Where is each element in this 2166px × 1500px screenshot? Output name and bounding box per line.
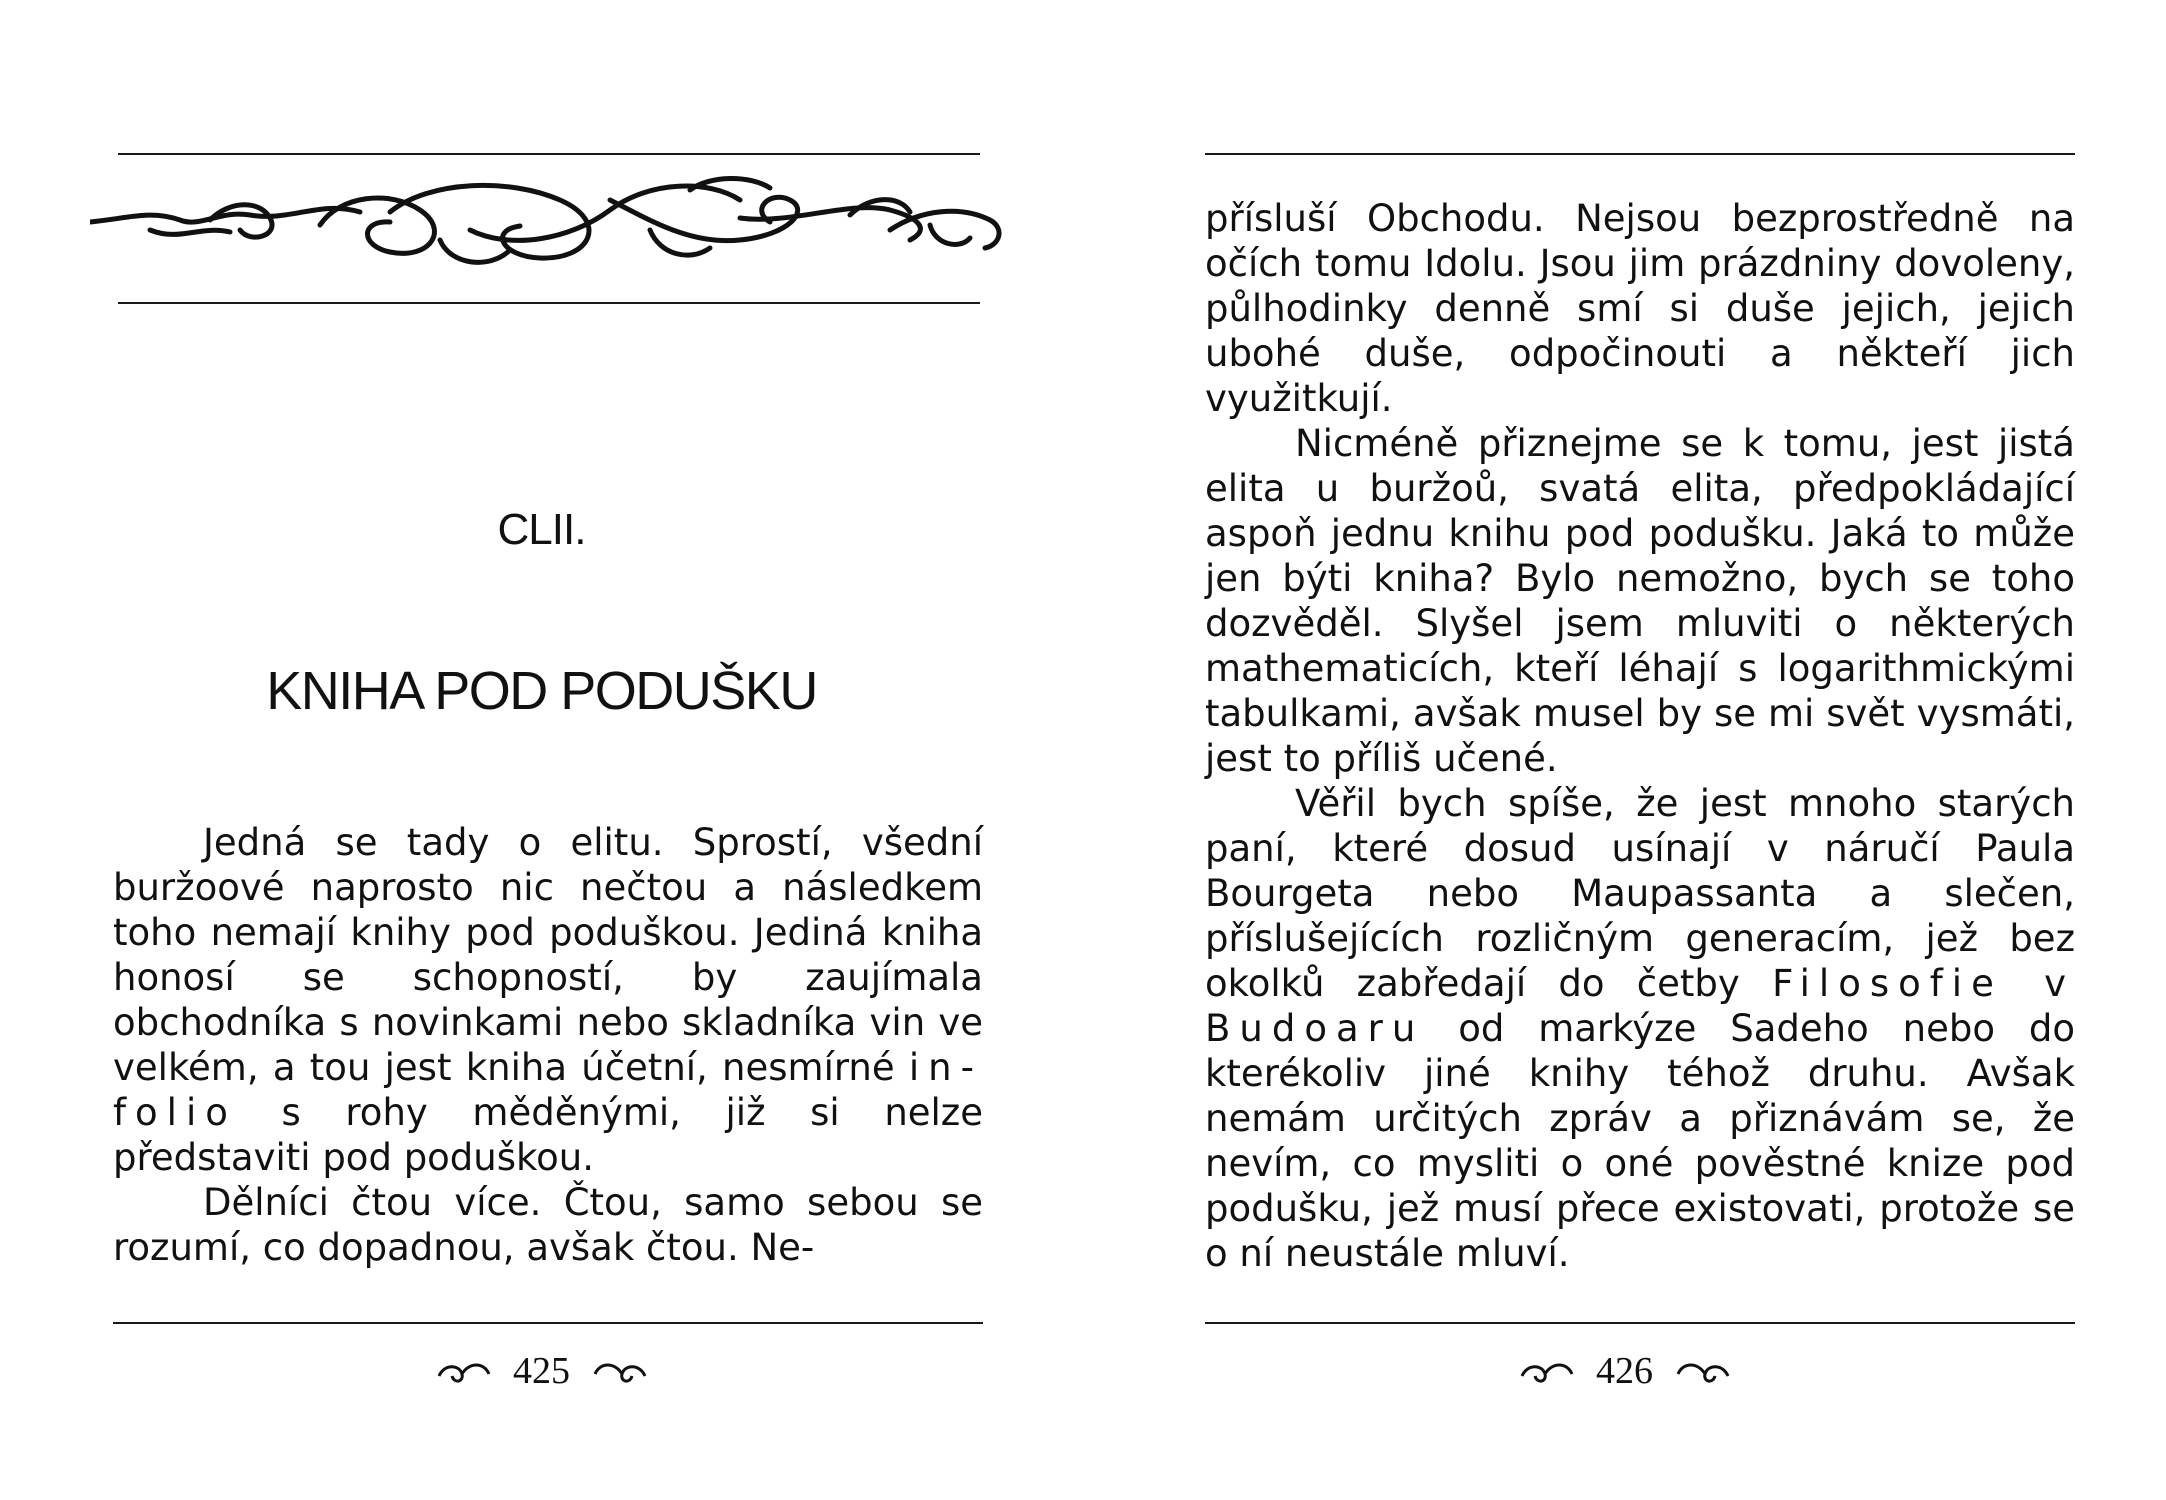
swirl-left-icon — [1517, 1356, 1577, 1386]
left-page-body — [113, 820, 983, 1270]
chapter-title: KNIHA POD PODUŠKU — [266, 661, 817, 721]
paragraph — [1205, 421, 2075, 781]
paragraph — [113, 820, 983, 1180]
bottom-rule — [1205, 1322, 2075, 1324]
ornament-bottom-rule — [118, 302, 980, 304]
bottom-rule — [113, 1322, 983, 1324]
page-number: 425 — [513, 1350, 570, 1393]
text-run: Dělníci čtou více. Čtou, samo sebou se rozumí, co dopadnou, avšak čtou. Ne- — [113, 1181, 983, 1269]
text-run: od markýze Sadeho nebo do kterékoliv jiné knihy téhož druhu. Avšak nemám určitých zpráv a přiznávám se, že nevím, co mysliti o oné pověstné knize pod podušku, jež musí přece existovati, protože se o ní neustále mluví. — [1205, 1007, 2075, 1275]
text-run: Věřil bych spíše, že jest mnoho starých paní, které dosud usínají v náručí Paula Bourgeta nebo Maupassanta a slečen, příslušejících rozličným generacím, jež bez okolků zabředají do četby — [1205, 782, 2075, 1005]
text-run: s rohy měděnými, již si nelze představiti pod poduškou. — [113, 1091, 983, 1179]
spaced-text-run: in-folio — [113, 1046, 983, 1134]
paragraph — [1205, 781, 2075, 1276]
swirl-right-icon — [1673, 1356, 1733, 1386]
top-rule — [1205, 153, 2075, 155]
floral-vine-ornament-icon — [90, 170, 1010, 280]
text-run: Nicméně přiznejme se k tomu, jest jistá elita u buržoů, svatá elita, předpokládající aspoň jednu knihu pod podušku. Jaká to může jen býti kniha? Bylo nemožno, bych se toho dozvěděl. Slyšel jsem mluviti o některých mathematicích, kteří léhají s logarithmickými tabulkami, avšak musel by se mi svět vysmáti, jest to příliš učené. — [1205, 422, 2075, 780]
text-run: Jedná se tady o elitu. Sprostí, všední buržoové naprosto nic nečtou a následkem toho nemají knihy pod poduškou. Jediná kniha honosí se schopností, by zaujímala obchodníka s novinkami nebo skladníka vin ve velkém, a tou jest kniha účetní, nesmírné — [113, 821, 983, 1089]
page-number-footer — [1083, 1346, 2166, 1393]
page-number-footer — [0, 1346, 1083, 1393]
right-page — [1083, 0, 2166, 1500]
paragraph — [113, 1180, 983, 1270]
swirl-left-icon — [434, 1356, 494, 1386]
chapter-number: CLII. — [497, 505, 586, 554]
spaced-text-run: Filosofie v Budoaru — [1205, 962, 2075, 1050]
top-rule — [118, 153, 980, 155]
text-run: přísluší Obchodu. Nejsou bezprostředně na očích tomu Idolu. Jsou jim prázdniny dovoleny, půlhodinky denně smí si duše jejich, jejich ubohé duše, odpočinouti a někteří jich využitkují. — [1205, 197, 2075, 420]
page-number: 426 — [1596, 1350, 1653, 1393]
swirl-right-icon — [590, 1356, 650, 1386]
paragraph — [1205, 196, 2075, 421]
right-page-body — [1205, 196, 2075, 1276]
